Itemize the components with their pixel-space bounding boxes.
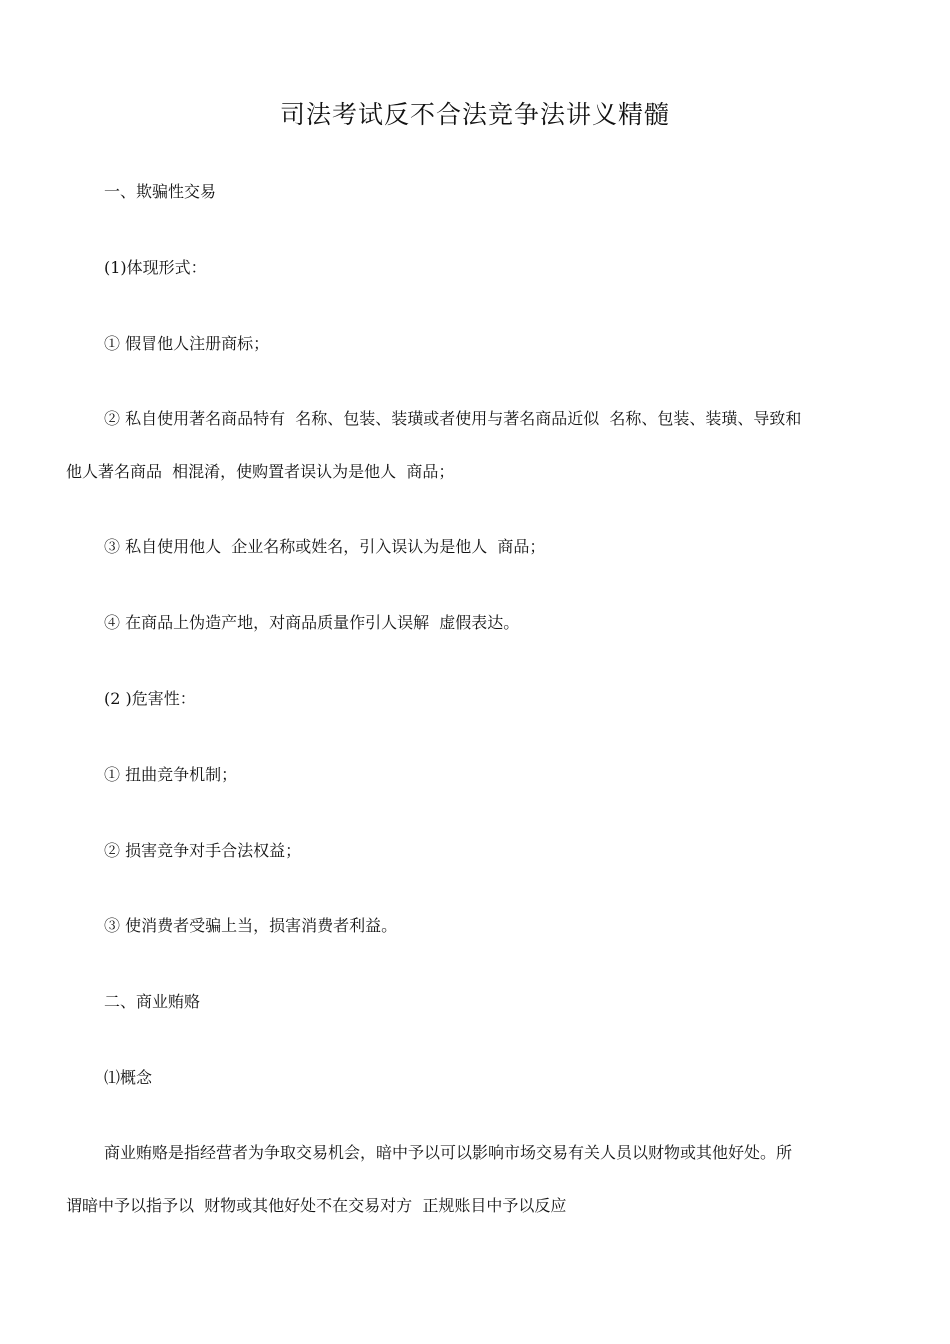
list-item: ③ 私自使用他人 企业名称或姓名，引入误认为是他人 商品； [104,537,546,556]
paragraph-line: 谓暗中予以指予以 财物或其他好处不在交易对方 正规账目中予以反应 [66,1196,567,1215]
list-item: ① 扭曲竞争机制； [104,765,238,784]
paragraph-line: 商业贿赂是指经营者为争取交易机会，暗中予以可以影响市场交易有关人员以财物或其他好处。所 [104,1143,793,1162]
subsection-heading: (1)体现形式： [104,258,207,277]
section-heading: 二、商业贿赂 [104,992,201,1011]
list-item: ② 私自使用著名商品特有 名称、包装、装璜或者使用与著名商品近似 名称、包装、装璜、导致和 [104,409,802,428]
subsection-heading: (2 )危害性： [104,689,196,708]
subsection-heading: ⑴概念 [104,1068,153,1087]
list-item: ① 假冒他人注册商标； [104,334,270,353]
list-item: ③ 使消费者受骗上当，损害消费者利益。 [104,916,398,935]
list-item-continuation: 他人著名商品 相混淆，使购置者误认为是他人 商品； [66,462,455,481]
section-heading: 一、欺骗性交易 [104,182,217,201]
document-title: 司法考试反不合法竞争法讲义精髓 [279,100,670,129]
list-item: ② 损害竞争对手合法权益； [104,841,302,860]
list-item: ④ 在商品上伪造产地，对商品质量作引人误解 虚假表达。 [104,613,520,632]
